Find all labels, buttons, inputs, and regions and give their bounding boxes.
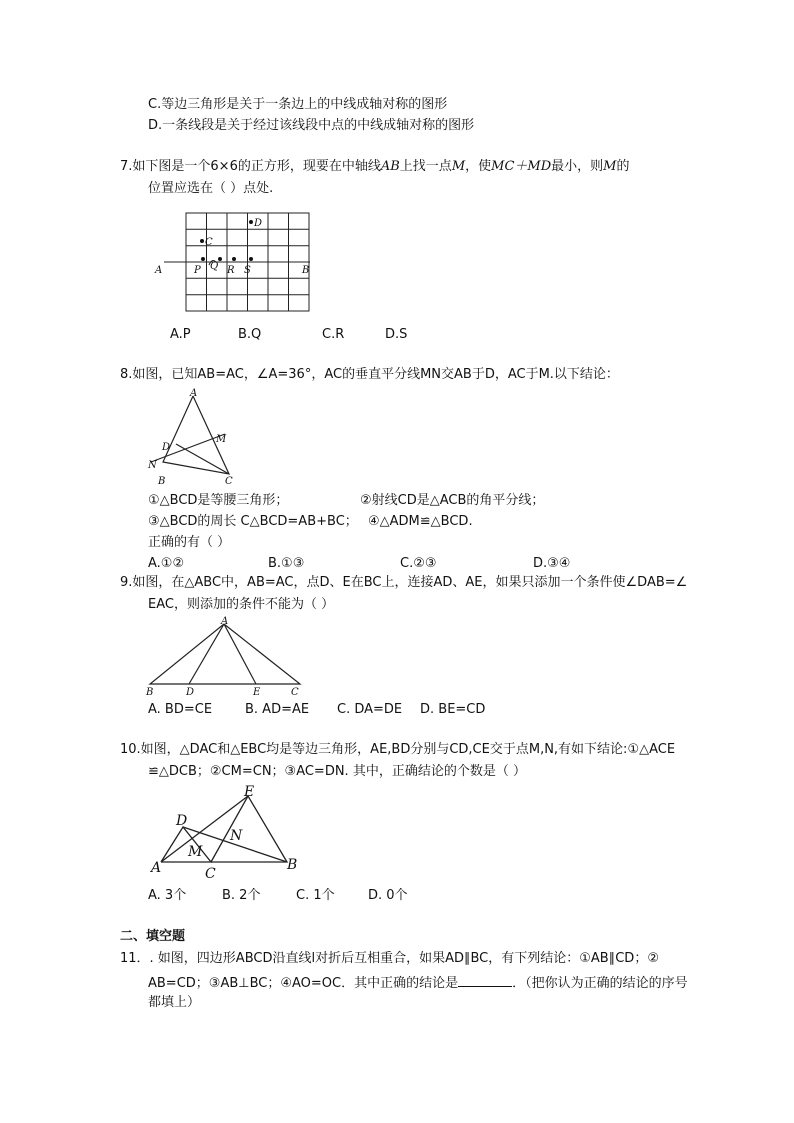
q11-stem-line2 bbox=[148, 972, 688, 993]
q10-label-n: N bbox=[230, 828, 243, 844]
q7-label-r: R bbox=[227, 265, 235, 276]
q9-triangle-abc bbox=[150, 624, 300, 684]
q7-option-d[interactable]: D.S bbox=[385, 327, 408, 342]
q10-label-a: A bbox=[151, 860, 162, 876]
q8-stem: 8.如图，已知AB=AC，∠A=36°，AC的垂直平分线MN交AB于D，AC于M.以下结论： bbox=[120, 367, 619, 382]
q8-triangle-figure bbox=[145, 388, 245, 488]
q7-label-q: Q bbox=[210, 261, 219, 272]
q7-stem-line1 bbox=[120, 158, 629, 176]
q8-label-a: A bbox=[190, 388, 198, 399]
q10-stem-line2: ≌△DCB；②CM=CN；③AC=DN. 其中，正确结论的个数是（ ） bbox=[148, 764, 526, 779]
prev-option-c: C.等边三角形是关于一条边上的中线成轴对称的图形 bbox=[148, 97, 448, 112]
q7-option-c[interactable]: C.R bbox=[322, 327, 345, 342]
q9-stem-line1: 9.如图，在△ABC中，AB=AC，点D、E在BC上，连接AD、AE，如果只添加一个条件使∠DAB=∠ bbox=[120, 575, 688, 590]
q9-label-b: B bbox=[146, 687, 154, 698]
q7-point-c bbox=[200, 239, 204, 243]
q9-segment-ae bbox=[224, 624, 256, 684]
q8-label-d: D bbox=[162, 442, 171, 453]
q8-conclusion-3: ③△BCD的周长 C△BCD=AB+BC； bbox=[148, 514, 358, 529]
q7-label-c: C bbox=[205, 237, 213, 248]
q9-label-d: D bbox=[186, 687, 195, 698]
q7-label-p: P bbox=[194, 265, 201, 276]
q8-option-b[interactable]: B.①③ bbox=[268, 556, 305, 571]
q7-point-p bbox=[201, 257, 205, 261]
q7-text-e: 的 bbox=[616, 159, 630, 174]
q7-point-s bbox=[249, 257, 253, 261]
q7-option-a[interactable]: A.P bbox=[170, 327, 191, 342]
q7-text-d: 最小，则 bbox=[551, 159, 604, 174]
q9-stem-line2: EAC，则添加的条件不能为（ ） bbox=[148, 597, 335, 612]
q10-label-c: C bbox=[205, 866, 216, 882]
q8-ask: 正确的有（ ） bbox=[148, 535, 231, 550]
q10-option-a[interactable]: A. 3个 bbox=[148, 888, 187, 903]
q9-label-e: E bbox=[253, 687, 261, 698]
q11-answer-blank[interactable] bbox=[458, 972, 512, 987]
q8-label-b: B bbox=[158, 476, 166, 487]
q9-option-b[interactable]: B. AD=AE bbox=[245, 702, 310, 717]
q10-option-d[interactable]: D. 0个 bbox=[368, 888, 408, 903]
section-title: 二、填空题 bbox=[120, 929, 186, 944]
q10-label-e: E bbox=[244, 784, 255, 800]
q7-m: M bbox=[451, 159, 466, 174]
prev-option-d: D.一条线段是关于经过该线段中点的中线成轴对称的图形 bbox=[148, 118, 475, 133]
q7-label-d: D bbox=[254, 218, 263, 229]
q9-label-a: A bbox=[221, 616, 229, 627]
q10-label-m: M bbox=[188, 844, 203, 860]
q10-triangle-ebc bbox=[211, 796, 287, 862]
q8-option-c[interactable]: C.②③ bbox=[400, 556, 437, 571]
q11-stem-line3: 都填上） bbox=[148, 995, 201, 1010]
q8-label-m: M bbox=[216, 434, 227, 445]
q8-conclusion-2: ②射线CD是△ACB的角平分线； bbox=[360, 493, 545, 508]
q7-label-s: S bbox=[244, 265, 251, 276]
q7-point-q bbox=[218, 257, 222, 261]
q7-text-c: ，使 bbox=[465, 159, 492, 174]
q7-m2: M bbox=[603, 159, 617, 174]
q7-grid-figure bbox=[150, 205, 320, 315]
q8-label-n: N bbox=[148, 460, 157, 471]
q7-text-a: 7.如下图是一个6×6的正方形，现要在中轴线 bbox=[120, 159, 381, 174]
q11-stem-line1: 11．. 如图，四边形ABCD沿直线l对折后互相重合，如果AD∥BC，有下列结论：①AB∥CD；② bbox=[120, 951, 659, 966]
q9-label-c: C bbox=[291, 687, 299, 698]
q11-text-b: ．（把你认为正确的结论的序号 bbox=[512, 976, 688, 991]
q7-ab: AB bbox=[380, 159, 400, 174]
q8-conclusion-1: ①△BCD是等腰三角形； bbox=[148, 493, 289, 508]
q10-option-b[interactable]: B. 2个 bbox=[222, 888, 261, 903]
q7-expr: MC＋MD bbox=[491, 159, 552, 174]
q8-option-d[interactable]: D.③④ bbox=[533, 556, 571, 571]
q10-option-c[interactable]: C. 1个 bbox=[296, 888, 335, 903]
q7-point-r bbox=[232, 257, 236, 261]
q8-label-c: C bbox=[225, 476, 233, 487]
q7-label-a: A bbox=[155, 265, 163, 276]
q10-triangles-figure bbox=[145, 782, 315, 882]
q7-text-b: 上找一点 bbox=[399, 159, 452, 174]
q9-triangle-figure bbox=[140, 614, 310, 698]
q9-option-a[interactable]: A. BD=CE bbox=[148, 702, 213, 717]
q9-segment-ad bbox=[189, 624, 224, 684]
q10-label-b: B bbox=[287, 857, 298, 873]
q7-option-b[interactable]: B.Q bbox=[238, 327, 262, 342]
q8-conclusion-4: ④△ADM≌△BCD. bbox=[368, 514, 473, 529]
q9-option-d[interactable]: D. BE=CD bbox=[420, 702, 486, 717]
q11-text-a: AB=CD；③AB⊥BC；④AO=OC．其中正确的结论是 bbox=[148, 976, 459, 991]
q7-stem-line2: 位置应选在（ ）点处. bbox=[148, 181, 274, 196]
q10-stem-line1: 10.如图，△DAC和△EBC均是等边三角形，AE,BD分别与CD,CE交于点M,N,有如下结论:①△ACE bbox=[120, 742, 676, 757]
q9-option-c[interactable]: C. DA=DE bbox=[337, 702, 403, 717]
q7-point-d bbox=[249, 220, 253, 224]
q10-label-d: D bbox=[176, 813, 188, 829]
q8-option-a[interactable]: A.①② bbox=[148, 556, 185, 571]
q7-label-b: B bbox=[302, 265, 310, 276]
